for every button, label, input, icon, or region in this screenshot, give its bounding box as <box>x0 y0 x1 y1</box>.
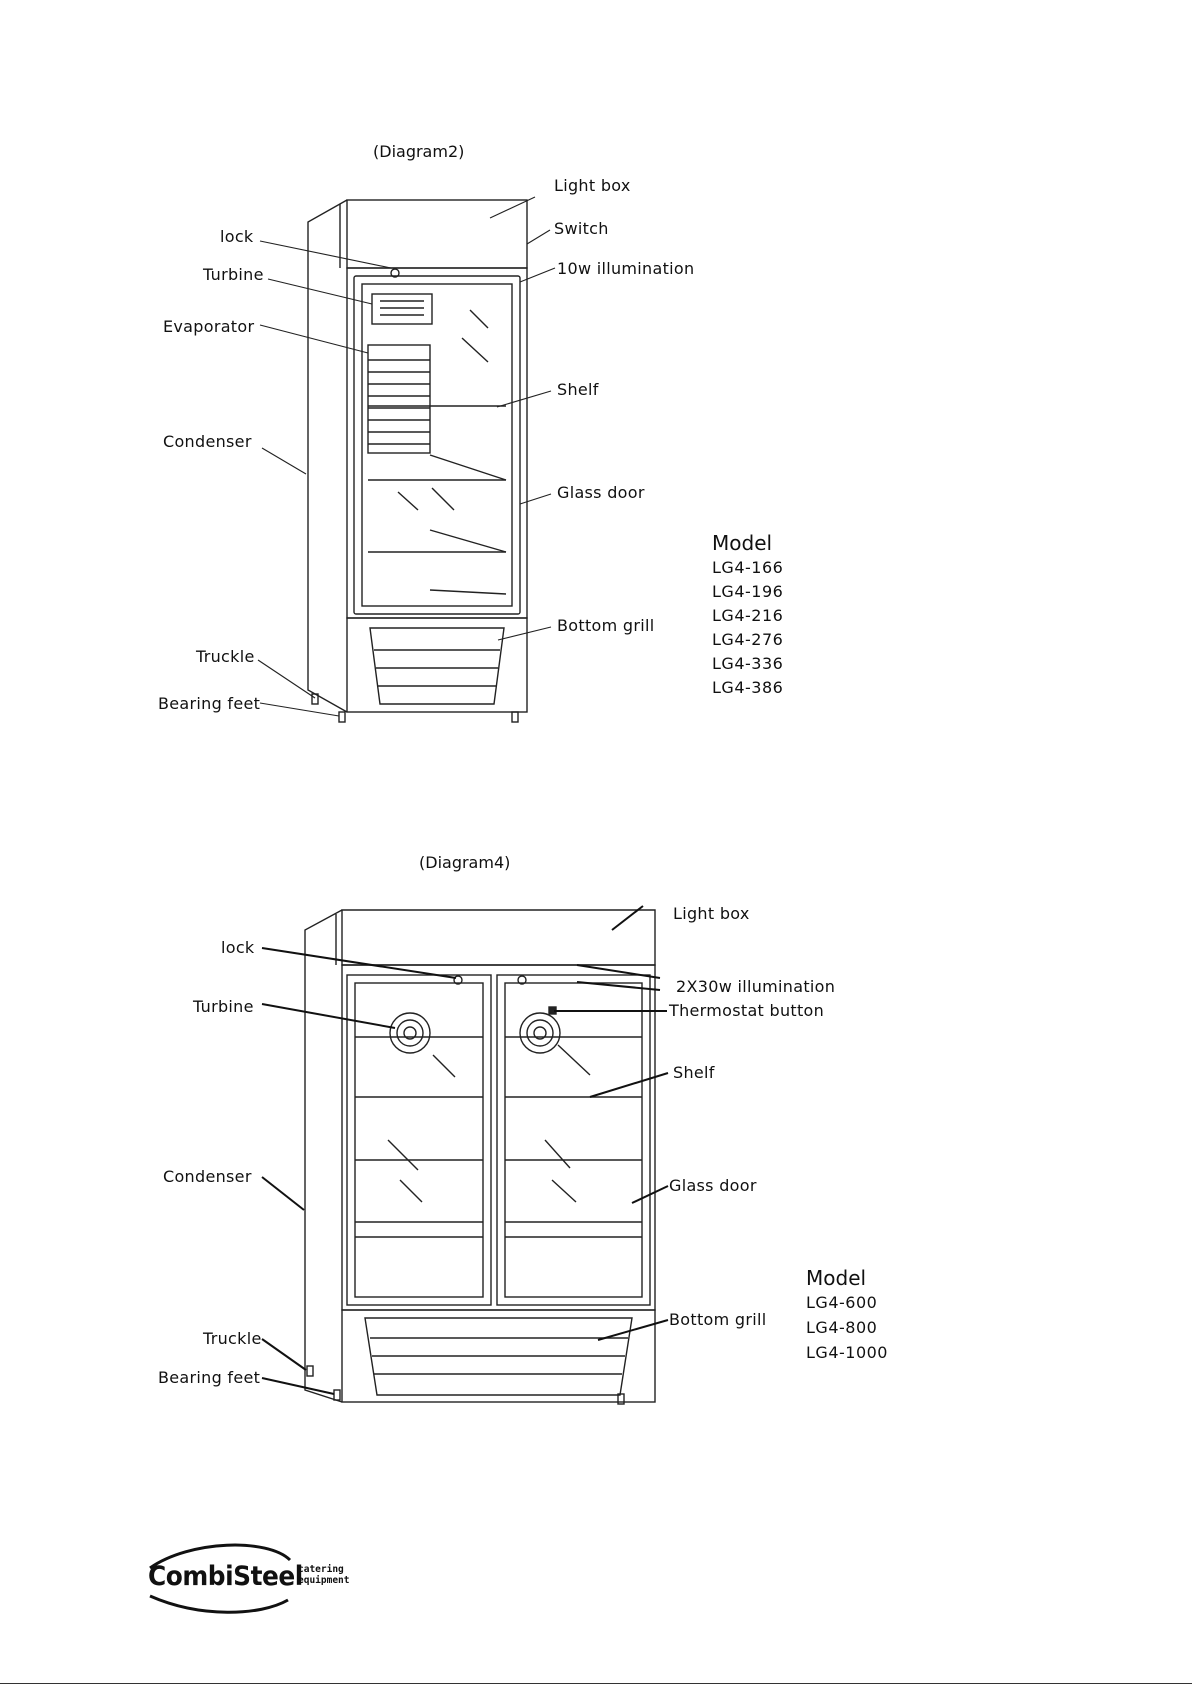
d2-model-title: Model <box>712 531 773 555</box>
d4-label-thermostat-button: Thermostat button <box>669 1001 825 1020</box>
d2-label-bearing-feet: Bearing feet <box>158 694 261 713</box>
d4-label-truckle: Truckle <box>203 1329 262 1348</box>
d2-label-bottom-grill: Bottom grill <box>557 616 655 635</box>
d2-model-item: LG4-276 <box>712 630 784 649</box>
logo-tagline-line1: catering <box>298 1564 344 1575</box>
d4-model-title: Model <box>806 1266 867 1290</box>
d4-label-illumination: 2X30w illumination <box>676 977 836 996</box>
logo-tagline-line2: equipment <box>298 1575 350 1586</box>
d4-glass-door-shape <box>497 975 650 1305</box>
diagram2-caption: (Diagram2) <box>373 142 465 161</box>
d2-label-lock: lock <box>220 227 254 246</box>
d4-label-bearing-feet: Bearing feet <box>158 1368 261 1387</box>
d4-label-glass-door: Glass door <box>669 1176 757 1195</box>
d2-model-item: LG4-196 <box>712 582 784 601</box>
d2-label-evaporator: Evaporator <box>163 317 255 336</box>
d2-model-item: LG4-386 <box>712 678 784 697</box>
d4-turbine-shape <box>390 1013 430 1053</box>
footer-rule <box>0 1683 1192 1684</box>
d4-model-item: LG4-1000 <box>806 1343 888 1362</box>
logo-brand: CombiSteel <box>148 1561 303 1592</box>
d2-label-switch: Switch <box>554 219 609 238</box>
d2-label-condenser: Condenser <box>163 432 252 451</box>
d4-label-turbine: Turbine <box>193 997 254 1016</box>
d2-label-illumination: 10w illumination <box>557 259 695 278</box>
d4-label-condenser: Condenser <box>163 1167 252 1186</box>
d4-model-item: LG4-800 <box>806 1318 878 1337</box>
logo-swoosh <box>0 0 360 1640</box>
d4-label-lock: lock <box>221 938 255 957</box>
d2-label-truckle: Truckle <box>196 647 255 666</box>
d2-label-glass-door: Glass door <box>557 483 645 502</box>
d2-label-light-box: Light box <box>554 176 631 195</box>
d4-label-bottom-grill: Bottom grill <box>669 1310 767 1329</box>
d4-cabinet-body <box>342 965 655 1310</box>
d2-model-item: LG4-216 <box>712 606 784 625</box>
d4-label-shelf: Shelf <box>673 1063 715 1082</box>
d2-model-item: LG4-166 <box>712 558 784 577</box>
diagram4-caption: (Diagram4) <box>419 853 511 872</box>
d2-label-turbine: Turbine <box>203 265 264 284</box>
d2-label-shelf: Shelf <box>557 380 599 399</box>
d4-light-box-shape <box>342 910 655 965</box>
d4-model-item: LG4-600 <box>806 1293 878 1312</box>
d2-model-item: LG4-336 <box>712 654 784 673</box>
d4-label-light-box: Light box <box>673 904 750 923</box>
